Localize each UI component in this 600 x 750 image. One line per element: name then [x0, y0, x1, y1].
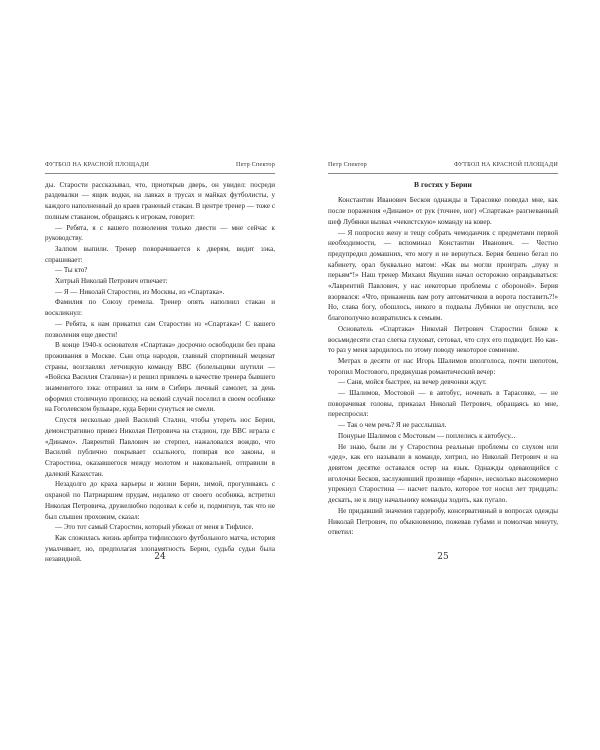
- paragraph: Метрах в десяти от нас Игорь Шалимов вполголоса, почти шепотом, торопил Мостового, предвкушая романтический вечер:: [328, 356, 558, 376]
- paragraph: Понурые Шалимов с Мостовым — поплелись к автобусу...: [338, 431, 516, 440]
- paragraph: Как сложилась жизнь арбитра тифлисского футбольного матча, история умалчивает, но, предполагая злопамятность Берии, судьба судьи была незавидной.: [45, 533, 275, 564]
- paragraph: Залпом выпили. Тренер поворачивается к дверям, видит зэка, спрашивает:: [45, 244, 275, 264]
- paragraph: — Шалимов, Мостовой — в автобус, ночевать в Тарасовке, — не поворачивая головы, приказал Николай Петрович, обращаясь ко мне, переспросил:: [328, 389, 558, 419]
- left-header-title: ФУТБОЛ НА КРАСНОЙ ПЛОЩАДИ: [45, 161, 150, 168]
- paragraph: — Саня, мойся быстрее, на вечер девчонки ждут.: [338, 378, 487, 387]
- right-header-author: Петр Спектор: [328, 161, 367, 168]
- paragraph: — Я — Николай Старостин, из Москвы, из «Спартака».: [55, 287, 225, 296]
- right-page-number: 25: [437, 552, 449, 562]
- paragraph: — Ты кто?: [55, 266, 88, 275]
- left-running-header: [45, 160, 275, 174]
- paragraph: Фамилия по Союзу гремела. Тренер опять наполнил стакан и воскликнул:: [45, 298, 275, 318]
- paragraph: — Ребята, к нам прикатил сам Старостин из «Спартака»! С вашего позволения еще двести!: [45, 319, 275, 339]
- left-page-number: 24: [154, 552, 166, 562]
- paragraph: — Это тот самый Старостин, который убежал от меня в Тифлисе.: [55, 523, 254, 532]
- paragraph: — Я попросил жену и тещу собрать чемоданчик с предметами первой необходимости, — вспоминал Константин Иванович. — Честно предупредил домашних, что могу и не вернуться. Берия бешено бегал по кабинету, орал буквально матом: «Как вы могли проиграть „пуку и перьям“!» Наш тренер Михаил Якушин начал осторожно оправдываться: «Лаврентий Павлович, у нас некоторые проблемы с обороной». Берия взорвался: «Что, прикажешь вам роту автоматчиков в ворота поставить?!» Но, слава богу, обошлось, никого в подвалы Лубянки не опустили, все благополучно возвратились к семьям.: [328, 228, 558, 323]
- right-header-title: ФУТБОЛ НА КРАСНОЙ ПЛОЩАДИ: [453, 161, 558, 168]
- left-header-author: Петр Спектор: [236, 161, 275, 168]
- paragraph: Константин Иванович Бесков однажды в Тарасовке поведал мне, как после поражения «Динамо» от рук (точнее, ног) «Спартака» разгневанный шеф Лубянки вызвал «чекистскую» команду на ковер.: [328, 196, 558, 226]
- left-page-body: [45, 180, 275, 565]
- right-page: [328, 160, 558, 538]
- paragraph: Незадолго до краха карьеры и жизни Берии, зимой, прогуливаясь с охраной по Патриаршим прудам, недалеко от своего особняка, встретил Николая Петровича, дружелюбно подозвал к себе и, подмигнув, так что не был слышен прохожим, сказал:: [45, 480, 275, 521]
- right-running-header: [328, 160, 558, 174]
- paragraph: Хитрый Николай Петрович отвечает:: [55, 277, 168, 286]
- paragraph: Не придавший значения гардеробу, консервативный в вопросах одежды Николай Петрович, по обыкновению, пожевав губами и помолчав минуту, ответил:: [328, 506, 558, 537]
- paragraph: Не знаю, были ли у Старостина реальные проблемы со слухом или «дед», как его называли в команде, хитрил, но Николай Петрович и на девятом десятке оставался остер на язык. Однажды одевающийся с иголочки Бесков, заслуживший прозвище «барин», несколько высокомерно упрекнул Старостина — насчет пальто, которое тот носил лет тридцать: дескать, не к лицу начальнику команды ходить, как пугало.: [328, 442, 558, 505]
- paragraph: — Так о чем речь? Я не расслышал.: [338, 421, 447, 430]
- paragraph: В конце 1940-х основателя «Спартака» досрочно освободили без права проживания в Москве. Сын отца народов, главный спортивный меценат страны, возглавлял летчицкую команду ВВС (болельщики шутили — «Войска Василия Сталина») и решил привлечь в качестве тренера бывшего знаменитого зэка: отправил за ним в Сибирь личный самолет, за день оформил столичную прописку, на всякий случай поселил в своем особняке на Гоголевском бульваре, куда Берии сунуться не смели.: [45, 341, 275, 414]
- left-page: [45, 160, 275, 565]
- paragraph: — Ребята, я с вашего позволения только двести — мне сейчас к руководству.: [45, 223, 275, 243]
- right-page-body: [328, 195, 558, 538]
- paragraph: ды. Старости рассказывал, что, приоткрыв дверь, он увидел: посреди раздевалки — ящик водки, на лавках в трусах и майках футболисты, у каждого наполненный до краев граненый стакан. В центре тренер — тоже с полным стаканом, обращаясь к игрокам, говорит:: [45, 180, 275, 221]
- paragraph: Спустя несколько дней Василий Сталин, чтобы утереть нос Берии, демонстративно привез Николая Петровича на стадион, где ВВС играла с «Динамо». Лаврентий Павлович не стерпел, нажаловался вождю, что Василий публично покрывает ссыльного, попирая все законы, и Старостина, оказавшегося между молотом и наковальней, отправили в далекий Казахстан.: [45, 416, 275, 478]
- chapter-title: В гостях у Берии: [414, 179, 472, 189]
- paragraph: Основатель «Спартака» Николай Петрович Старостин ближе к восьмидесяти стал слегка глуховат, сетовал, что слух его подводит. Но как-то раз у меня зародилось по этому поводу некоторое сомнение.: [328, 324, 558, 355]
